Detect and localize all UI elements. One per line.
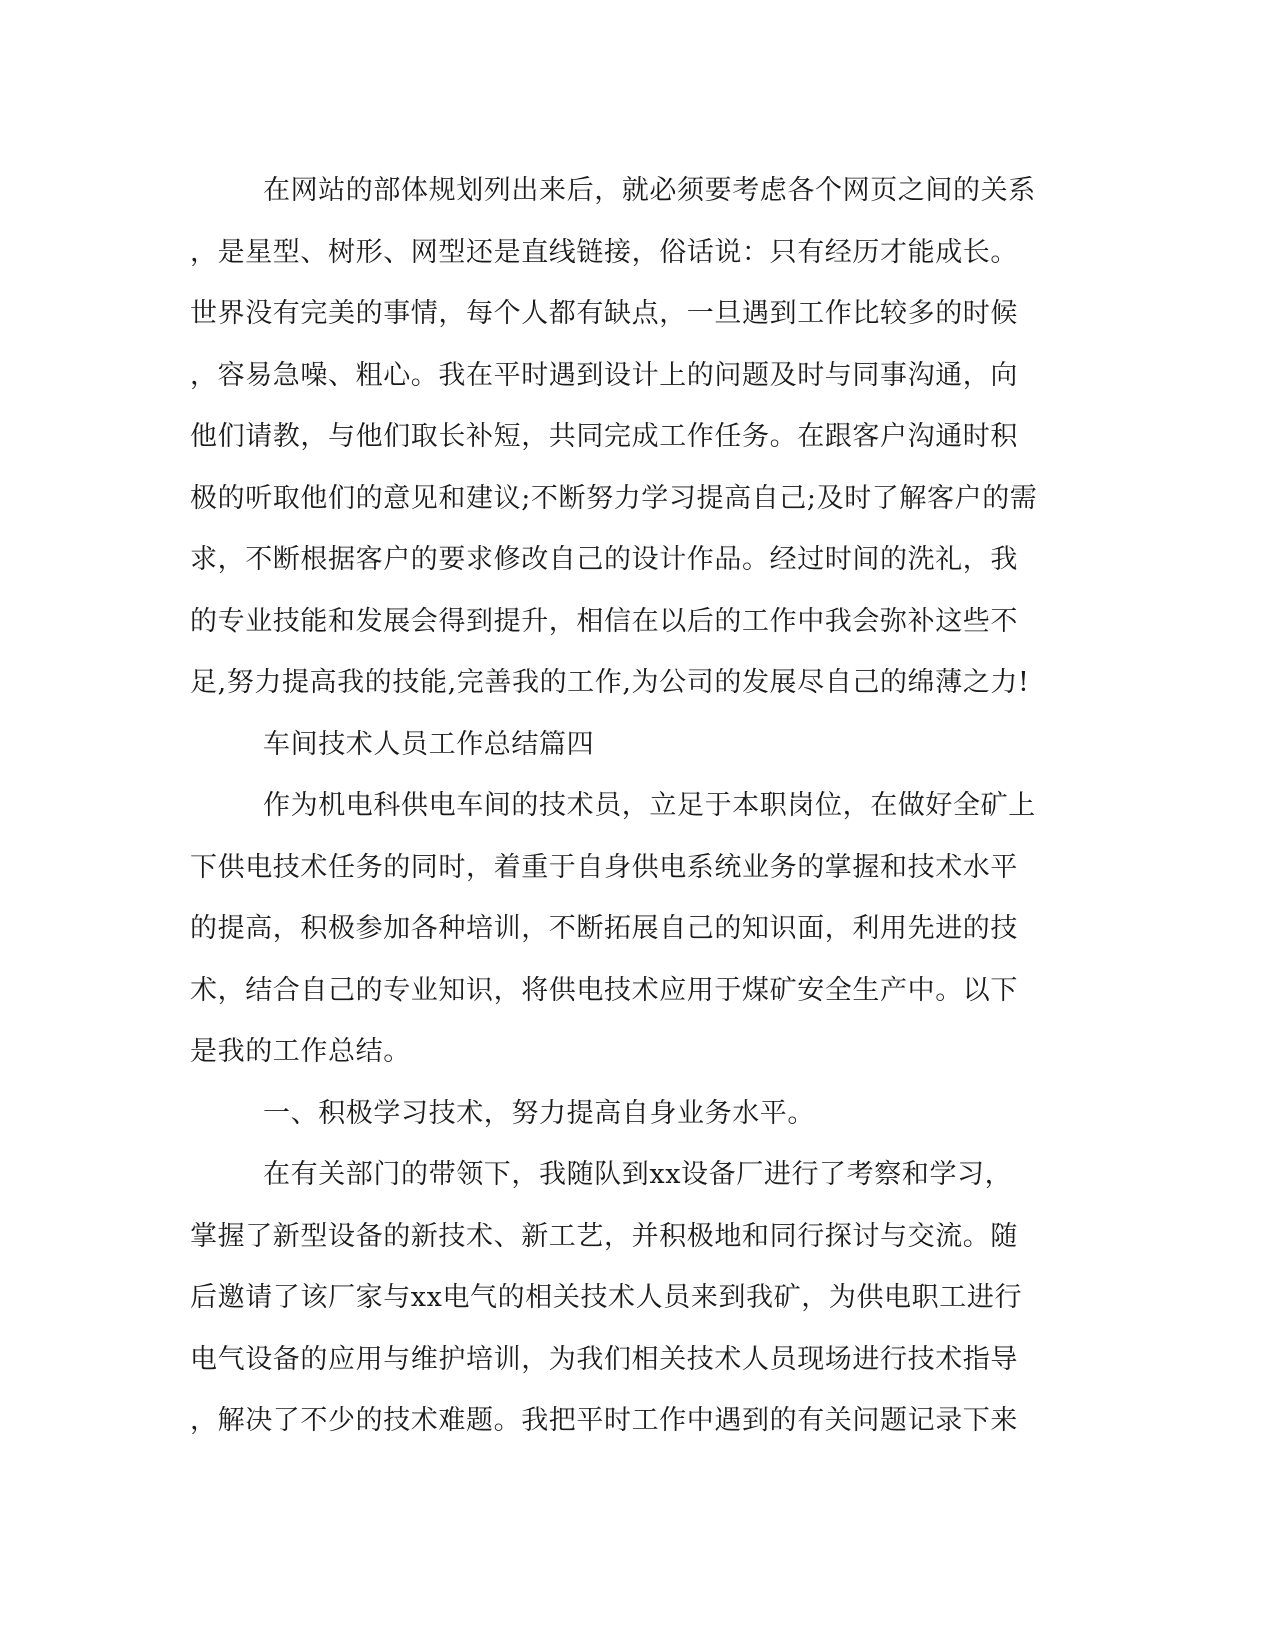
text-line: 的提高，积极参加各种培训，不断拓展自己的知识面，利用先进的技 (190, 913, 1018, 944)
text-line: ，容易急噪、粗心。我在平时遇到设计上的问题及时与同事沟通，向 (190, 359, 1018, 391)
text-line: 掌握了新型设备的新技术、新工艺，并积极地和同行探讨与交流。随 (190, 1220, 1018, 1252)
text-line: 是我的工作总结。 (190, 1036, 411, 1067)
text-line: 电气设备的应用与维护培训，为我们相关技术人员现场进行技术指导 (190, 1343, 1018, 1375)
text-line: 他们请教，与他们取长补短，共同完成工作任务。在跟客户沟通时积 (190, 421, 1018, 452)
text-line: 作为机电科供电车间的技术员，立足于本职岗位，在做好全矿上 (263, 790, 1036, 821)
text-line: ，是星型、树形、网型还是直线链接，俗话说：只有经历才能成长。 (190, 236, 1018, 268)
text-line: ，解决了不少的技术难题。我把平时工作中遇到的有关问题记录下来 (190, 1405, 1018, 1436)
text-line: 后邀请了该厂家与xx电气的相关技术人员来到我矿，为供电职工进行 (190, 1282, 1023, 1313)
text-line: 的专业技能和发展会得到提升，相信在以后的工作中我会弥补这些不 (190, 605, 1018, 637)
text-line: 车间技术人员工作总结篇四 (263, 728, 595, 760)
text-line: 足,努力提高我的技能,完善我的工作,为公司的发展尽自己的绵薄之力! (190, 667, 1030, 698)
text-line: 下供电技术任务的同时，着重于自身供电系统业务的掌握和技术水平 (190, 851, 1018, 883)
text-line: 一、积极学习技术，努力提高自身业务水平。 (263, 1097, 815, 1129)
text-line: 极的听取他们的意见和建议;不断努力学习提高自己;及时了解客户的需 (190, 482, 1038, 514)
document-body (190, 160, 1080, 1452)
text-line: 在网站的部体规划列出来后，就必须要考虑各个网页之间的关系 (263, 175, 1036, 206)
text-line: 求，不断根据客户的要求修改自己的设计作品。经过时间的洗礼，我 (190, 544, 1018, 575)
text-line: 世界没有完美的事情，每个人都有缺点，一旦遇到工作比较多的时候 (190, 298, 1018, 329)
text-line: 在有关部门的带领下，我随队到xx设备厂进行了考察和学习， (263, 1159, 1013, 1190)
text-line: 术，结合自己的专业知识，将供电技术应用于煤矿安全生产中。以下 (190, 974, 1018, 1006)
